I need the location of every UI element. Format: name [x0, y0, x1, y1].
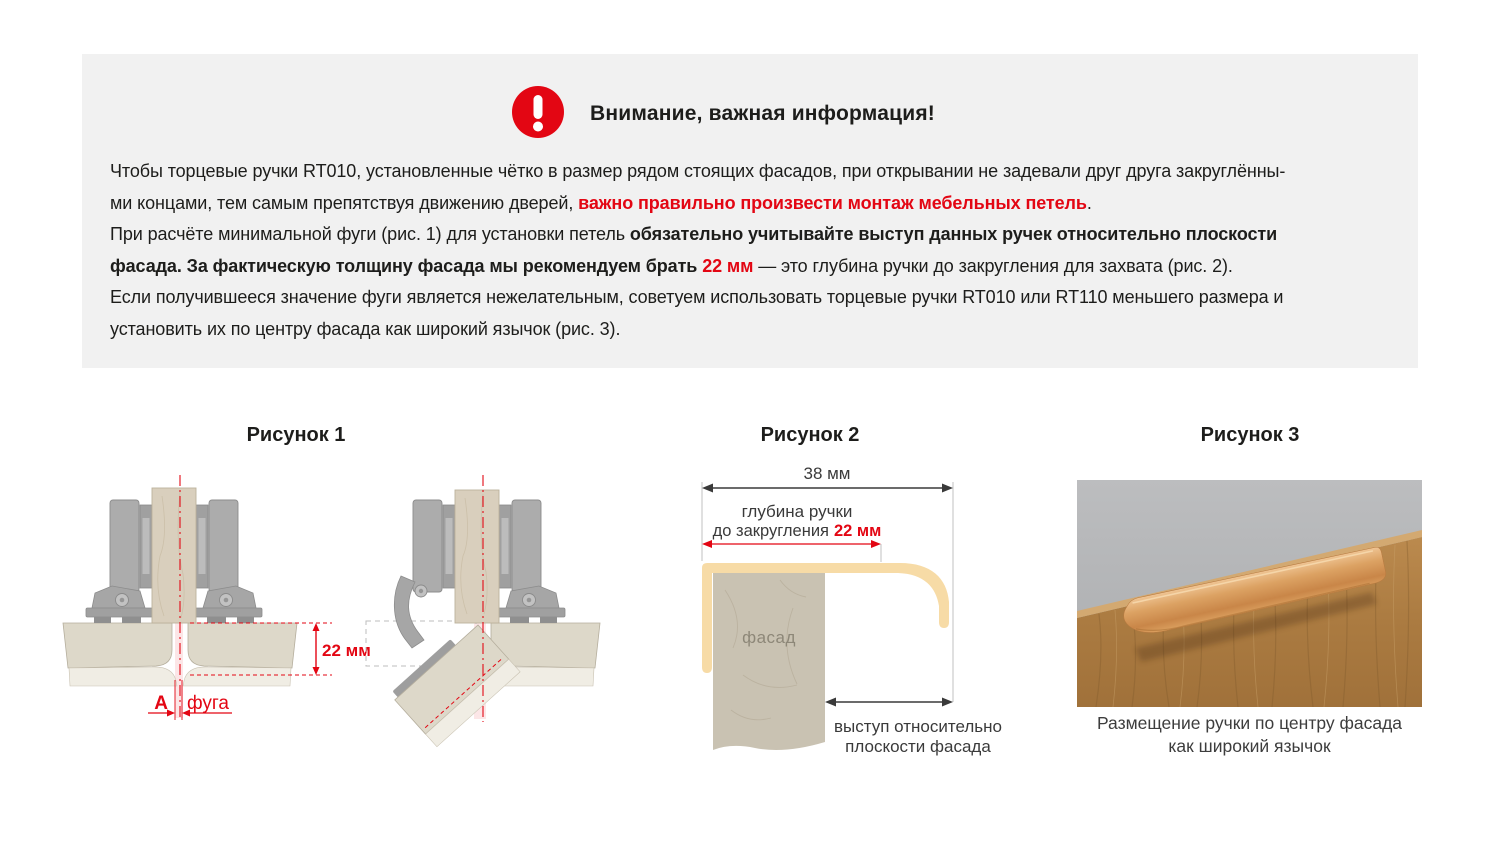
text-segment: . — [1086, 192, 1092, 213]
facade-left — [63, 623, 172, 668]
notice-line — [110, 188, 1285, 220]
label-a: А — [154, 693, 168, 714]
depth-value-22mm: 22 мм — [833, 522, 882, 540]
warning-icon — [512, 86, 564, 138]
text-segment: ми концами, тем самым препятствуя движению дверей, — [110, 192, 579, 213]
notice-title: Внимание, важная информация! — [590, 102, 935, 125]
fig2-facade — [713, 573, 825, 750]
depth-label-line1: глубина ручки — [741, 502, 853, 521]
figure3-caption-line2: как широкий язычок — [1168, 736, 1331, 756]
cabinet-panel — [455, 490, 499, 623]
figure3-title: Рисунок 3 — [1200, 424, 1300, 446]
fig1-open-door — [366, 475, 600, 747]
text-segment-red-bold: 22 мм — [702, 255, 754, 276]
figure1-hinge-diagram — [40, 460, 660, 760]
label-fuga: фуга — [187, 693, 229, 714]
fig2-dim-38mm — [702, 464, 953, 493]
text-segment-bold: обязательно учитывайте выступ данных ручек относительно плоскости — [629, 224, 1278, 244]
notice-line — [110, 219, 1285, 251]
text-segment: — это глубина ручки до закругления для захвата (рис. 2). — [753, 255, 1233, 276]
text-segment: Чтобы торцевые ручки RT010, установленные чётко в размер рядом стоящих фасадов, при открывании не задевали друг друга закруглённы- — [110, 161, 1286, 181]
fig2-dim-22mm-arrow — [702, 540, 881, 562]
hinge-open-icon — [394, 500, 455, 648]
protrusion-label-line2: плоскости фасада — [845, 737, 991, 756]
figure3-caption-line1: Размещение ручки по центру фасада — [1096, 713, 1403, 733]
text-segment: установить их по центру фасада как широкий язычок (рис. 3). — [110, 318, 621, 339]
notice-line — [110, 156, 1285, 188]
notice-line — [110, 251, 1285, 283]
notice-panel — [82, 54, 1418, 368]
protrusion-label-line1: выступ относительно — [834, 717, 1002, 736]
notice-body — [110, 156, 1285, 345]
text-segment: Если получившееся значение фуги является нежелательным, советуем использовать торцевые ручки RT010 или RT110 меньшего размера и — [110, 287, 1284, 307]
figure3-photo — [1077, 480, 1422, 707]
depth-label-text: до закругления — [712, 522, 829, 540]
cabinet-panel — [152, 488, 196, 623]
figure3-caption — [1067, 712, 1432, 758]
dim-38mm-label: 38 мм — [803, 464, 851, 483]
fig1-closed-doors — [63, 475, 371, 720]
figure2-handle-section — [685, 460, 1015, 765]
dim-22mm-label: 22 мм — [322, 641, 371, 660]
fig2-protrusion-dim — [825, 698, 1002, 757]
figure1-title: Рисунок 1 — [246, 424, 346, 446]
notice-line — [110, 314, 1285, 346]
text-segment: При расчёте минимальной фуги (рис. 1) для установки петель — [110, 224, 630, 244]
figure2-title: Рисунок 2 — [760, 424, 860, 446]
depth-label-line2 — [713, 522, 882, 540]
text-segment-bold: фасада. За фактическую толщину фасада мы рекомендуем брать — [110, 255, 703, 276]
facade-label: фасад — [742, 628, 796, 647]
facade-left-edge — [69, 667, 177, 686]
facade-right — [183, 623, 297, 686]
notice-line — [110, 282, 1285, 314]
text-segment-red-bold: важно правильно произвести монтаж мебельных петель — [578, 192, 1087, 213]
